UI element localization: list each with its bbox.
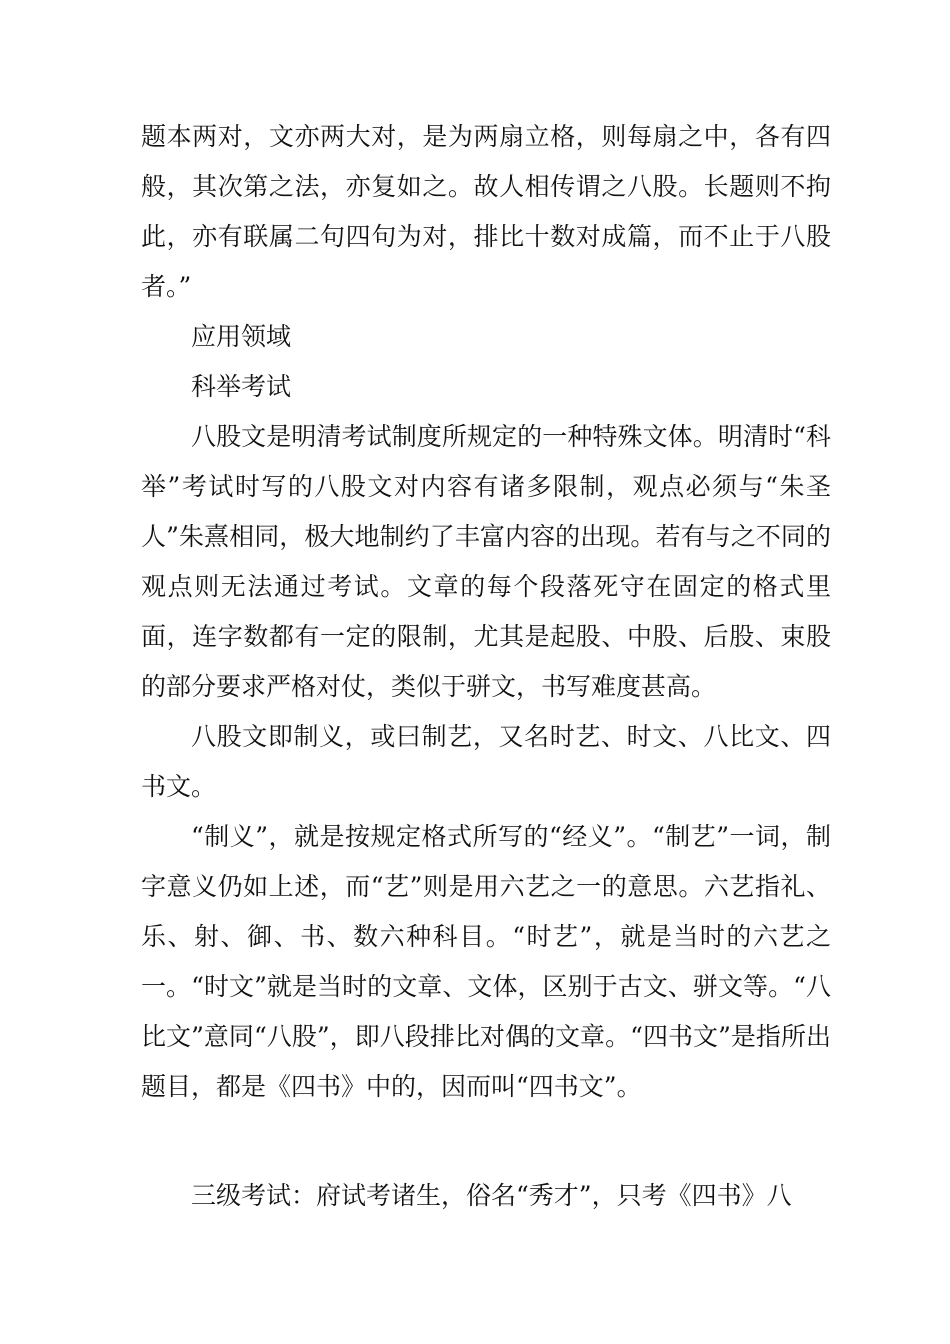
- paragraph-alternate-names: 八股文即制义，或曰制艺，又名时艺、时文、八比文、四书文。: [141, 722, 831, 801]
- document-body: [141, 112, 831, 1221]
- paragraph-three-level-exam: 三级考试：府试考诸生，俗名“秀才”，只考《四书》八: [191, 1181, 792, 1210]
- heading-application-field: 应用领域: [191, 322, 292, 351]
- paragraph-eight-legged-essay: 八股文是明清考试制度所规定的一种特殊文体。明清时“科举”考试时写的八股文对内容有诸多限制，观点必须与“朱圣人”朱熹相同，极大地制约了丰富内容的出现。若有与之不同的观点则无法通过考试。文章的每个段落死守在固定的格式里面，连字数都有一定的限制，尤其是起股、中股、后股、束股的部分要求严格对仗，类似于骈文，书写难度甚高。: [141, 422, 831, 701]
- paragraph-quote-continuation: 题本两对，文亦两大对，是为两扇立格，则每扇之中，各有四般，其次第之法，亦复如之。故人相传谓之八股。长题则不拘此，亦有联属二句四句为对，排比十数对成篇，而不止于八股者。”: [141, 122, 831, 301]
- paragraph-name-explanations: “制义”，就是按规定格式所写的“经义”。“制艺”一词，制字意义仍如上述，而“艺”则是用六艺之一的意思。六艺指礼、乐、射、御、书、数六种科目。“时艺”，就是当时的六艺之一。“时文”就是当时的文章、文体，区别于古文、骈文等。“八比文”意同“八股”，即八段排比对偶的文章。“四书文”是指所出题目，都是《四书》中的，因而叫“四书文”。: [141, 822, 831, 1101]
- subheading-imperial-exam: 科举考试: [191, 372, 292, 401]
